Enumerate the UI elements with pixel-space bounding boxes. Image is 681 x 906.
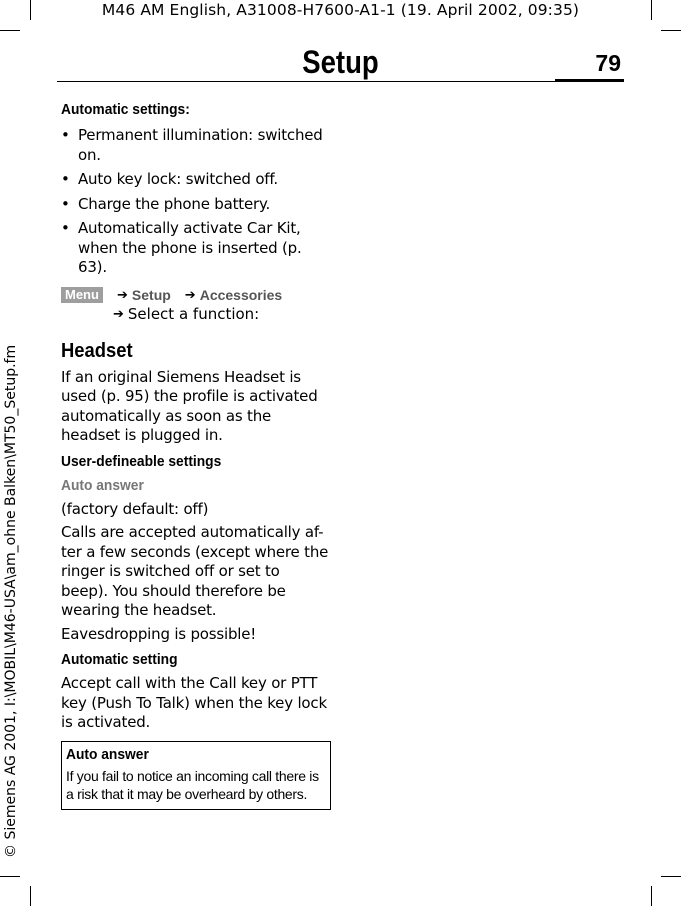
auto-answer-description: Calls are accepted automatically af-ter a few seconds (except where the ringer is switched off or set to beep). You should therefore be wearing the headset. [61,523,329,619]
main-column [61,100,329,810]
nav-instruction: Select a function: [127,304,260,323]
arrow-icon: ➔ [113,306,124,322]
nav-item-accessories: Accessories [199,286,283,303]
headset-heading: Headset [61,339,133,362]
crop-mark [661,30,681,31]
note-box [61,741,331,810]
crop-mark [651,886,652,906]
menu-softkey: Menu [61,287,103,303]
automatic-setting-heading: Automatic setting [61,651,178,668]
crop-mark [0,876,20,877]
header-rule [57,81,624,82]
arrow-icon: ➔ [184,287,196,303]
copyright-side-text: © Siemens AG 2001, I:\MOBIL\M46-USA\am_ohne Balken\MT50_Setup.fm [3,344,19,858]
page-number-rule [555,79,624,82]
arrow-icon: ➔ [117,287,128,303]
crop-mark [30,886,31,906]
note-text: If you fail to notice an incoming call there is a risk that it may be overheard by others. [66,767,319,802]
automatic-settings-heading: Automatic settings: [61,101,190,118]
list-item: • Auto key lock: switched off. [61,170,278,188]
page-number: 79 [595,50,621,76]
note-title: Auto answer [66,745,149,763]
automatic-setting-description: Accept call with the Call key or PTT key (Push To Talk) when the key lock is activated. [61,674,327,731]
eavesdropping-warning: Eavesdropping is possible! [61,624,257,643]
file-header: M46 AM English, A31008-H7600-A1-1 (19. April 2002, 09:35) [101,1,580,19]
crop-mark [661,876,681,877]
factory-default-text: (factory default: off) [61,499,209,518]
crop-mark [0,30,20,31]
nav-item-setup: Setup [131,286,171,303]
list-item: • Charge the phone battery. [61,194,271,213]
automatic-settings-list [61,126,329,278]
page-title: Setup [302,44,379,80]
headset-intro: If an original Siemens Headset is used (p. 95) the profile is activated automatically as soon as the headset is plugged in. [61,367,318,444]
user-settings-heading: User-defineable settings [61,452,222,470]
menu-navigation-path [61,286,329,324]
auto-answer-subheading: Auto answer [61,476,144,494]
list-item: • Permanent illumination: switched on. [61,126,323,164]
list-item: • Automatically activate Car Kit, when the phone is inserted (p. 63). [61,219,302,276]
